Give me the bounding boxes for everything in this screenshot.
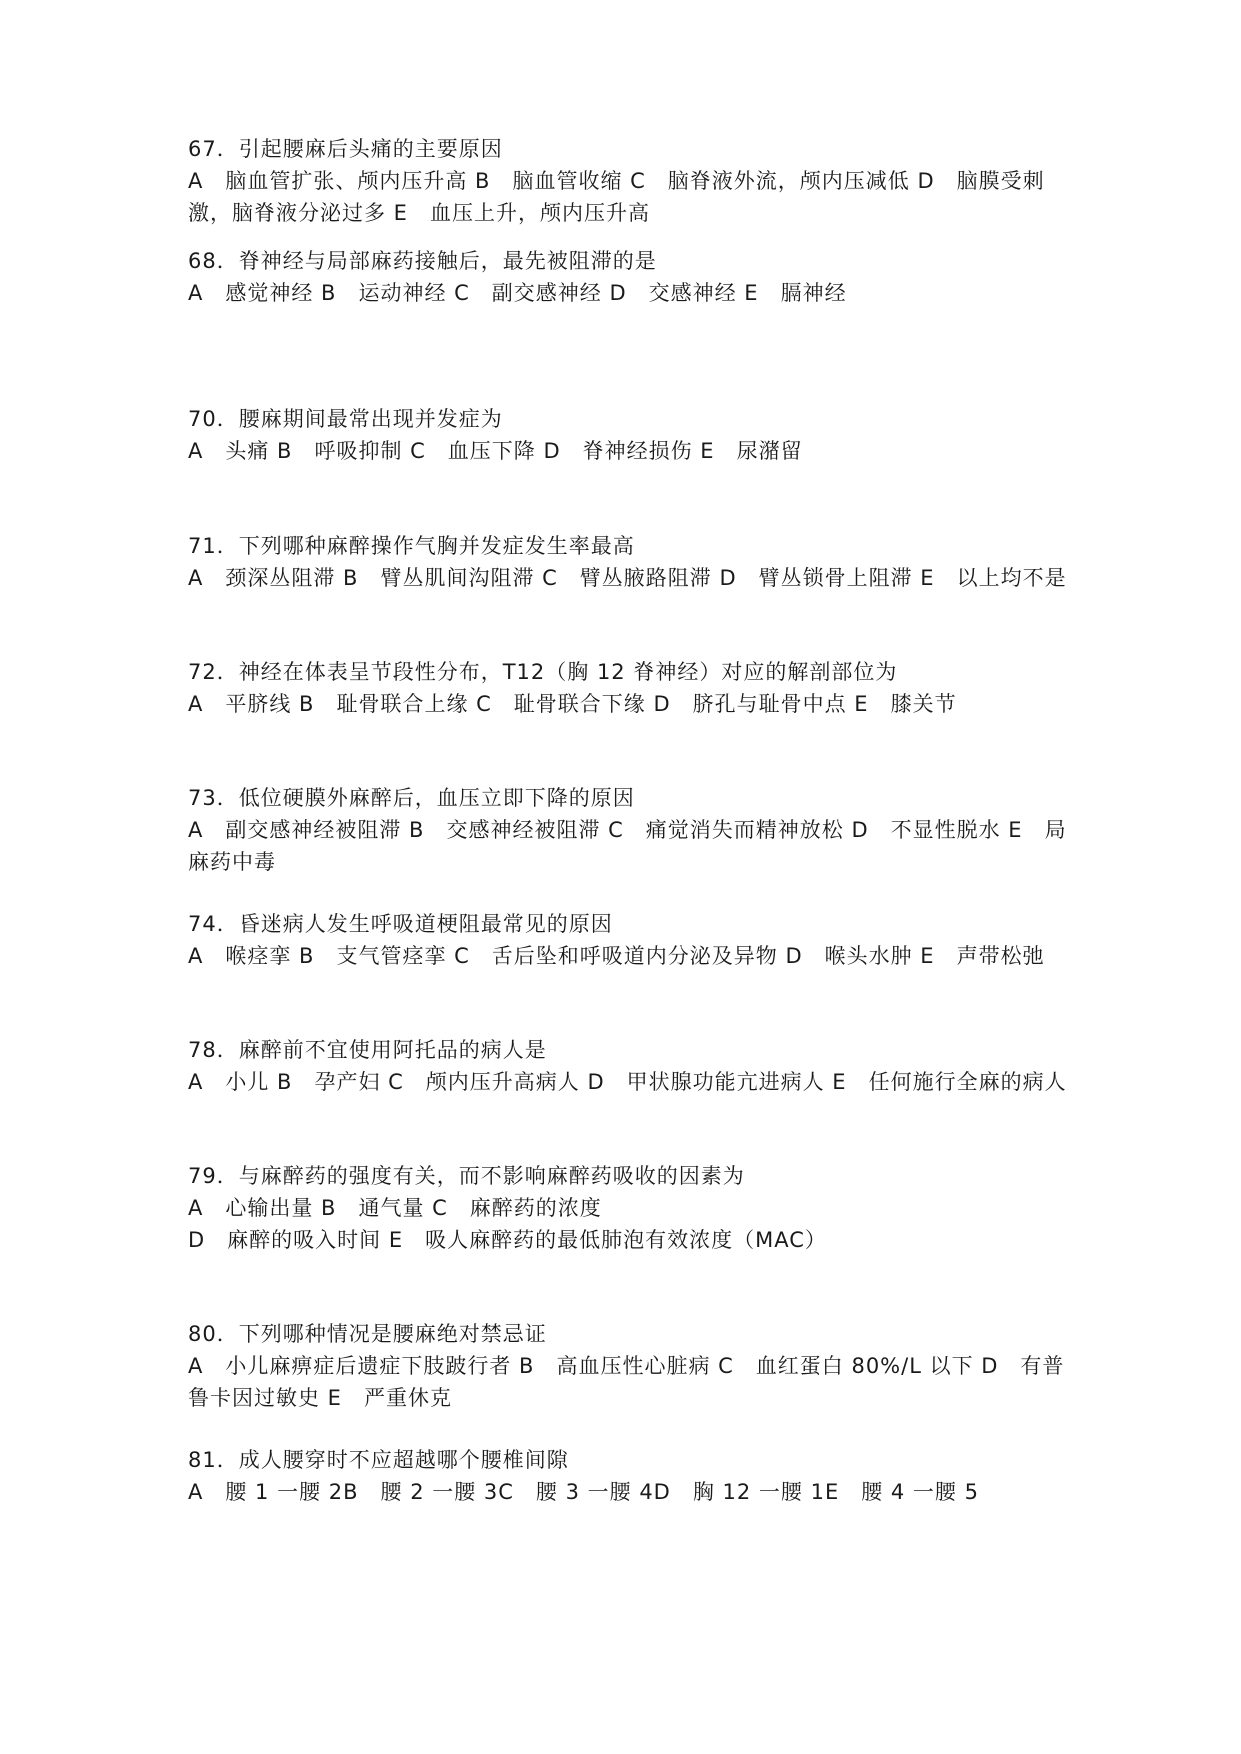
- question-title: 67．引起腰麻后头痛的主要原因: [188, 137, 503, 161]
- question-options: A 腰 1 一腰 2B 腰 2 一腰 3C 腰 3 一腰 4D 胸 12 一腰 1E 腰 4 一腰 5: [188, 1480, 979, 1504]
- question-70: [188, 403, 1068, 467]
- question-title: 81．成人腰穿时不应超越哪个腰椎间隙: [188, 1448, 569, 1472]
- question-title: 71．下列哪种麻醉操作气胸并发症发生率最高: [188, 534, 635, 558]
- question-options: A 头痛 B 呼吸抑制 C 血压下降 D 脊神经损伤 E 尿潴留: [188, 439, 803, 463]
- question-72: [188, 656, 1068, 720]
- question-options: A 小儿 B 孕产妇 C 颅内压升高病人 D 甲状腺功能亢进病人 E 任何施行全麻的病人: [188, 1070, 1067, 1094]
- question-title: 80．下列哪种情况是腰麻绝对禁忌证: [188, 1322, 547, 1346]
- question-options: A 颈深丛阻滞 B 臂丛肌间沟阻滞 C 臂丛腋路阻滞 D 臂丛锁骨上阻滞 E 以上均不是: [188, 566, 1067, 590]
- question-68: [188, 245, 1068, 309]
- question-title: 79．与麻醉药的强度有关，而不影响麻醉药吸收的因素为: [188, 1164, 745, 1188]
- question-title: 73．低位硬膜外麻醉后，血压立即下降的原因: [188, 786, 635, 810]
- question-81: [188, 1444, 1068, 1508]
- question-options: A 脑血管扩张、颅内压升高 B 脑血管收缩 C 脑脊液外流，颅内压减低 D 脑膜受刺激，脑脊液分泌过多 E 血压上升，颅内压升高: [188, 169, 1045, 225]
- question-78: [188, 1034, 1068, 1098]
- question-67: [188, 133, 1068, 229]
- question-options: A 喉痉挛 B 支气管痉挛 C 舌后坠和呼吸道内分泌及异物 D 喉头水肿 E 声带松弛: [188, 944, 1045, 968]
- question-71: [188, 530, 1068, 594]
- question-73: [188, 782, 1068, 878]
- question-title: 78．麻醉前不宜使用阿托品的病人是: [188, 1038, 547, 1062]
- question-title: 68．脊神经与局部麻药接触后，最先被阻滞的是: [188, 249, 657, 273]
- question-options: A 心输出量 B 通气量 C 麻醉药的浓度 D 麻醉的吸入时间 E 吸人麻醉药的最低肺泡有效浓度（MAC）: [188, 1196, 827, 1252]
- question-title: 72．神经在体表呈节段性分布，T12（胸 12 脊神经）对应的解剖部位为: [188, 660, 898, 684]
- question-options: A 副交感神经被阻滞 B 交感神经被阻滞 C 痛觉消失而精神放松 D 不显性脱水 E 局麻药中毒: [188, 818, 1067, 874]
- question-title: 74．昏迷病人发生呼吸道梗阻最常见的原因: [188, 912, 613, 936]
- question-title: 70．腰麻期间最常出现并发症为: [188, 407, 503, 431]
- question-79: [188, 1160, 1068, 1256]
- question-options: A 平脐线 B 耻骨联合上缘 C 耻骨联合下缘 D 脐孔与耻骨中点 E 膝关节: [188, 692, 957, 716]
- question-80: [188, 1318, 1068, 1414]
- question-options: A 感觉神经 B 运动神经 C 副交感神经 D 交感神经 E 膈神经: [188, 281, 847, 305]
- question-74: [188, 908, 1068, 972]
- question-options: A 小儿麻痹症后遗症下肢跛行者 B 高血压性心脏病 C 血红蛋白 80%/L 以下 D 有普鲁卡因过敏史 E 严重休克: [188, 1354, 1065, 1410]
